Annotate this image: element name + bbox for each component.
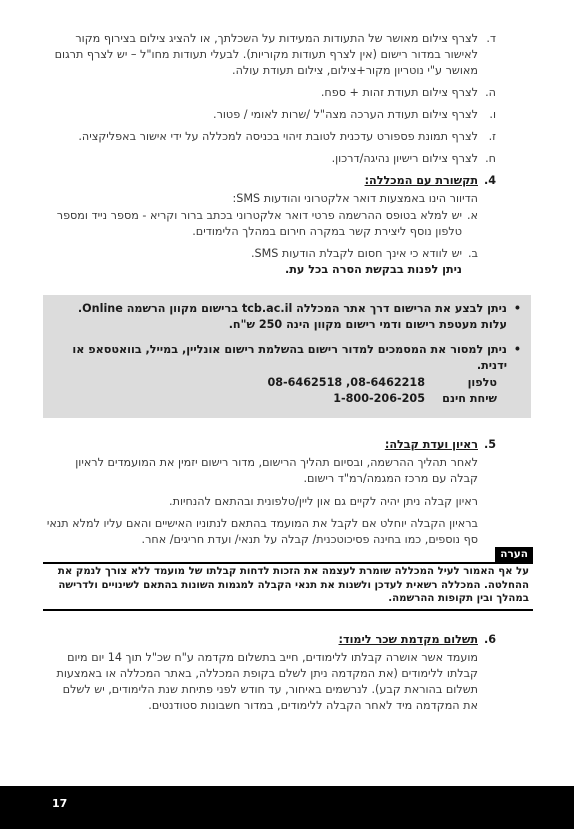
list-item: • ניתן לבצע את הרישום דרך אתר המכללה tcb.ac.il ברישום מקוון הרשמה Online. עלות מעטפת רישום ודמי רישום מקוון הינה 250 ש"ח. <box>77 302 521 331</box>
list-item: א. יש למלא בטופס ההרשמה פרטי דואר אלקטרוני בכתב ברור וקריא - מספר נייד ומספר טלפון נוסף ליצירת קשר במקרה חירום במהלך הלימודים. <box>56 209 478 238</box>
list-item: ו. לצרף צילום תעודת הערכה מצה"ל /שרות לאומי / פטור. <box>213 108 496 121</box>
list-item: ח. לצרף צילום רישיון נהיגה/דרכון. <box>331 152 496 165</box>
list-item: • ניתן למסור את המסמכים למדור רישום בהשלמת רישום אונליין, במייל, בוואטסאפ או ידנית. <box>72 343 521 372</box>
section-heading: 6. תשלום מקדמת שכר לימוד: <box>338 633 496 646</box>
section-heading: 4. תקשורת עם המכללה: <box>364 174 496 187</box>
list-item: ב. יש לוודא כי אינך חסום לקבלת הודעות SMS. ניתן לפנות בבקשת הסרה בכל עת. <box>250 247 478 276</box>
list-item: ה. לצרף צילום תעודת זהות + ספח. <box>320 86 496 99</box>
list-item: ז. לצרף תמונת פספורט עדכנית לטובת זיהוי בכניסה למכללה על ידי אישור באפליקציה. <box>78 130 496 143</box>
paragraph: ראיון קבלה ניתן יהיה לקיים גם און ליין/טלפונית ובהתאם להנחיות. <box>169 495 478 508</box>
toll-free-number: 1-800-206-205 <box>333 392 425 405</box>
section-tuition-payment <box>46 632 496 714</box>
bullet-icon: • <box>513 343 521 356</box>
list-item: ד. לצרף צילום מאושר של התעודות המעידות על השכלתך, או להציג צילום בצירוף מקור לאישור במדור רישום (אין לצרף תעודות מקוריות). לבעלי תעודות מחו"ל – יש לצרף תרגום מאושר ע"י נוטריון מקור+צילום, צילום תעודת עולה. <box>54 32 496 77</box>
page-footer <box>0 786 574 829</box>
paragraph: לאחר תהליך ההרשמה, ובסיום תהליך הרישום, מדור רישום יזמין את המועמדים לראיון קבלה עם מרכז המגמה/רמ"ד רישום. <box>75 456 478 485</box>
section-communication <box>46 173 496 278</box>
contact-details <box>197 375 497 407</box>
paragraph: בראיון הקבלה יוחלט אם לקבל את המועמד בהתאם לנתוניו האישיים והאם עליו למלא תנאי סף נוספים, כמו בחינה פסיכוטכנית/ קבלה על תנאי/ ועדת חריגים/ אחר. <box>46 517 478 546</box>
paragraph: מועמד אשר אושרה קבלתו ללימודים, חייב בתשלום מקדמה ע"ח שכ"ל תוך 14 יום מיום קבלתו ללימודים (את המקדמה ניתן לשלם בקופת המכללה, באתר המכללה או באמצעות תשלום בהוראת קבע). לנרשמים באיחור, עד חודש לפני פתיחת שנת הלימודים, יש לשלם את המקדמה מיד לאחר הקבלה ללימודים, במדור חשבונות סטודנטים. <box>56 651 478 712</box>
registration-info-box <box>43 295 531 418</box>
toll-free-label: שיחת חינם <box>442 392 497 405</box>
page-number: 17 <box>52 797 68 810</box>
note-text: על אף האמור לעיל המכללה שומרת לעצמה את הזכות לדחות קבלתו של מועמד ללא צורך לנמק את ההחלטה. המכללה רשאית לעדכן ולשנות את תנאי הקבלה למגמות השונות בהתאם לשינויים ולדרישה במהלך ובין תקופות ההרשמה. <box>43 562 533 611</box>
bullet-icon: • <box>513 302 521 315</box>
note-box <box>43 547 533 605</box>
phone-label: טלפון <box>467 376 497 389</box>
note-label: הערה <box>495 547 533 562</box>
lettered-list <box>46 31 496 173</box>
section-interview <box>46 437 496 548</box>
phone-number: 08-6462518 ,08-6462218 <box>267 376 425 389</box>
section-heading: 5. ראיון ועדת קבלה: <box>384 438 496 451</box>
section-intro: הדיוור הינו באמצעות דואר אלקטרוני והודעות SMS: <box>232 192 478 205</box>
